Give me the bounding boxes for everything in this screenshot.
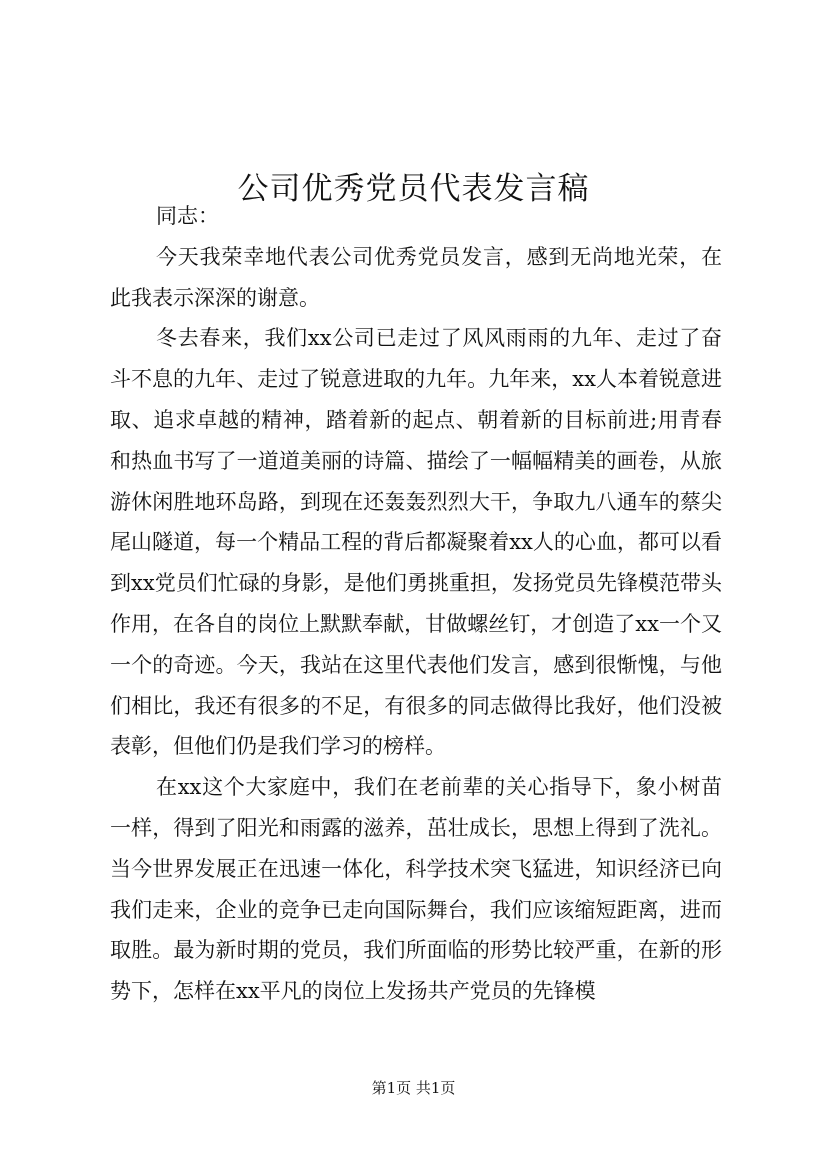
document-body [110,196,722,1012]
paragraph-2: 冬去春来，我们xx公司已走过了风风雨雨的九年、走过了奋斗不息的九年、走过了锐意进取的九年。九年来，xx人本着锐意进取、追求卓越的精神，踏着新的起点、朝着新的目标前进;用青春和热血书写了一道道美丽的诗篇、描绘了一幅幅精美的画卷，从旅游休闲胜地环岛路，到现在还轰轰烈烈大干，争取九八通车的蔡尖尾山隧道，每一个精品工程的背后都凝聚着xx人的心血，都可以看到xx党员们忙碌的身影，是他们勇挑重担，发扬党员先锋模范带头作用，在各自的岗位上默默奉献，甘做螺丝钉，才创造了xx一个又一个的奇迹。今天，我站在这里代表他们发言，感到很惭愧，与他们相比，我还有很多的不足，有很多的同志做得比我好，他们没被表彰，但他们仍是我们学习的榜样。 [110,326,722,759]
greeting-line: 同志： [156,204,219,228]
document-title: 公司优秀党员代表发言稿 [237,170,590,207]
page-footer: 第1页 共1页 [371,1079,456,1097]
paragraph-3: 在xx这个大家庭中，我们在老前辈的关心指导下，象小树苗一样，得到了阳光和雨露的滋养，茁壮成长，思想上得到了洗礼。当今世界发展正在迅速一体化，科学技术突飞猛进，知识经济已向我们走来，企业的竞争已走向国际舞台，我们应该缩短距离，进而取胜。最为新时期的党员，我们所面临的形势比较严重，在新的形势下，怎样在xx平凡的岗位上发扬共产党员的先锋模 [110,775,722,1004]
paragraph-1: 今天我荣幸地代表公司优秀党员发言，感到无尚地光荣，在此我表示深深的谢意。 [110,244,722,310]
